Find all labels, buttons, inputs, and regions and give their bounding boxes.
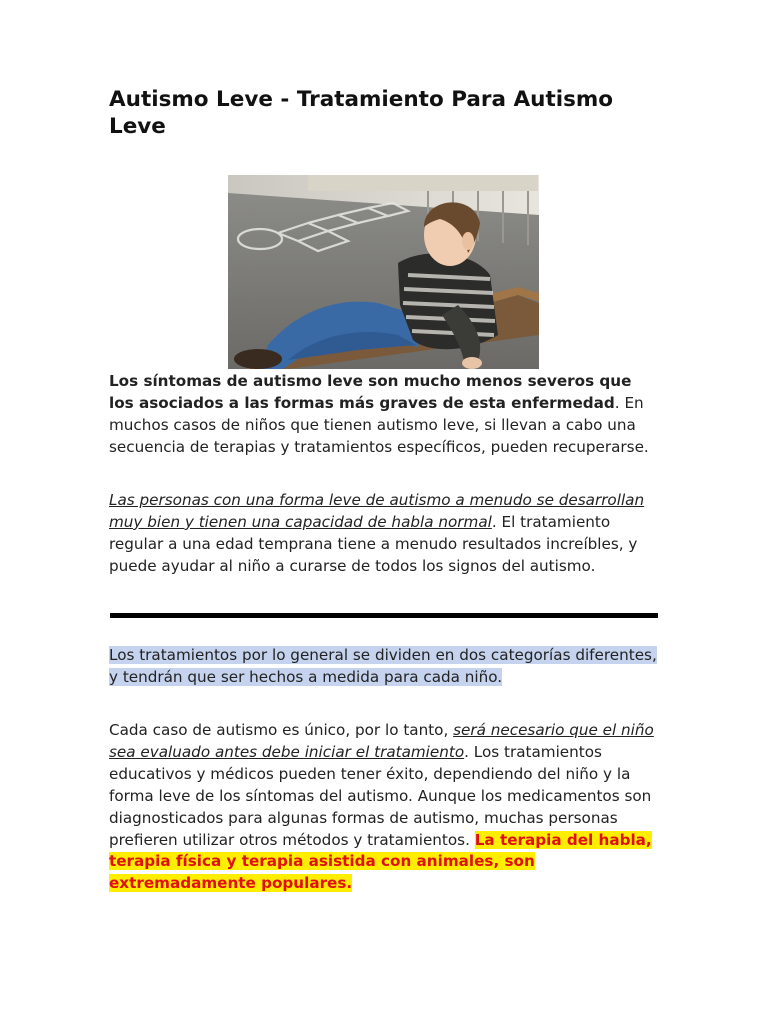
treatments-text-middle: . Los tratamientos educativos y médicos pueden tener éxito, dependiendo del niño y la forma leve de los síntomas del autismo. Aunque los medicamentos son diagnosticados para algunas formas de autismo, muchas personas prefieren utilizar otros métodos y tratamientos. — [109, 742, 652, 849]
mild-autism-text: . El tratamiento regular a una edad temprana tiene a menudo resultados increíbles, y puede ayudar al niño a curarse de todos los signos del autismo. — [109, 512, 638, 575]
mild-autism-emphasis: Las personas con una forma leve de autismo a menudo se desarrollan muy bien y tienen una capacidad de habla normal — [109, 491, 645, 531]
article-title: Autismo Leve - Tratamiento Para Autismo Leve — [109, 87, 614, 139]
therapies-highlighted-text: La terapia del habla, terapia física y terapia asistida con animales, son extremadamente populares. — [109, 830, 652, 893]
intro-bold-text: Los síntomas de autismo leve son mucho menos severos que los asociados a las formas más graves de esta enfermedad — [109, 372, 632, 412]
treatments-text-start: Cada caso de autismo es único, por lo tanto, — [109, 721, 454, 739]
paragraph-categories — [109, 645, 657, 689]
treatments-emphasis: será necesario que el niño sea evaluado antes debe iniciar el tratamiento — [109, 721, 654, 761]
paragraph-intro — [109, 371, 657, 459]
section-divider — [110, 613, 658, 618]
boy-sitting-on-bench-photo — [228, 175, 539, 369]
categories-highlighted-text: Los tratamientos por lo general se dividen en dos categorías diferentes, y tendrán que ser hechos a medida para cada niño. — [109, 646, 657, 686]
intro-text: . En muchos casos de niños que tienen autismo leve, si llevan a cabo una secuencia de terapias y tratamientos específicos, pueden recuperarse. — [109, 393, 649, 456]
paragraph-mild-autism — [109, 490, 657, 578]
paragraph-treatments — [109, 720, 657, 895]
